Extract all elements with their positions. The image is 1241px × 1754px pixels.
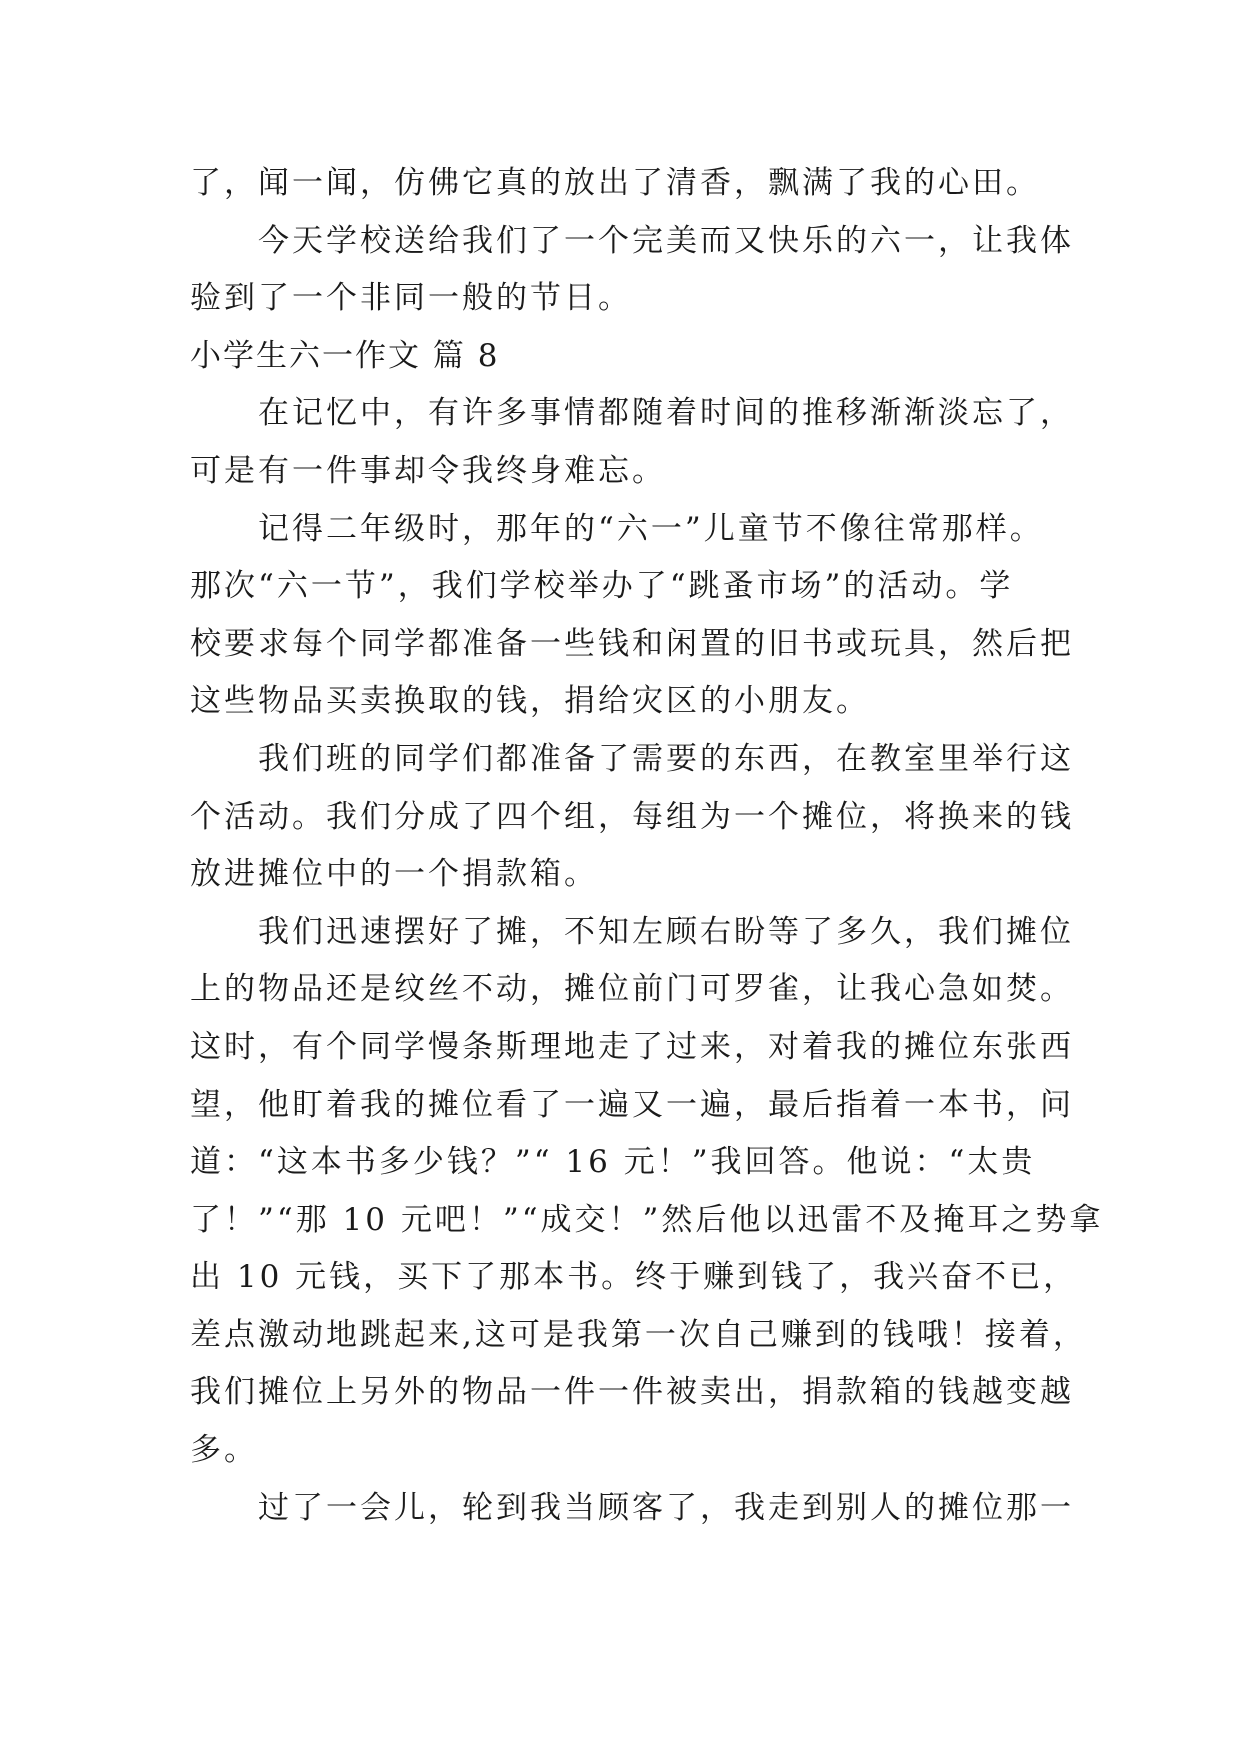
text-line: 校要求每个同学都准备一些钱和闲置的旧书或玩具，然后把: [190, 625, 1074, 662]
text-line: 道：“这本书多少钱？”“ 16 元！”我回答。他说：“太贵: [190, 1144, 1036, 1181]
document-body: [190, 155, 1104, 1537]
text-line: 了！”“那 10 元吧！”“成交！”然后他以迅雷不及掩耳之势拿: [190, 1201, 1104, 1238]
paragraph-first-line: 我们班的同学们都准备了需要的东西，在教室里举行这: [258, 740, 1074, 777]
text-line: 可是有一件事却令我终身难忘。: [190, 452, 666, 489]
paragraph-first-line: 我们迅速摆好了摊，不知左顾右盼等了多久，我们摊位: [258, 913, 1074, 950]
text-line: 我们摊位上另外的物品一件一件被卖出，捐款箱的钱越变越: [190, 1374, 1074, 1411]
text-line: 这些物品买卖换取的钱，捐给灾区的小朋友。: [190, 683, 870, 720]
text-line: 望，他盯着我的摊位看了一遍又一遍，最后指着一本书，问: [190, 1086, 1074, 1123]
text-line: 这时，有个同学慢条斯理地走了过来，对着我的摊位东张西: [190, 1028, 1074, 1065]
paragraph-first-line: 今天学校送给我们了一个完美而又快乐的六一，让我体: [258, 222, 1074, 259]
text-line: 上的物品还是纹丝不动，摊位前门可罗雀，让我心急如焚。: [190, 971, 1074, 1008]
text-line: 了，闻一闻，仿佛它真的放出了清香，飘满了我的心田。: [190, 165, 1040, 201]
paragraph-first-line: 记得二年级时，那年的“六一”儿童节不像往常那样。: [258, 510, 1044, 547]
text-line: 验到了一个非同一般的节日。: [190, 280, 632, 317]
section-heading: 小学生六一作文 篇 8: [190, 337, 500, 374]
text-line: 放进摊位中的一个捐款箱。: [190, 856, 598, 893]
paragraph-first-line: 在记忆中，有许多事情都随着时间的推移渐渐淡忘了，: [258, 395, 1074, 432]
text-line: 出 10 元钱，买下了那本书。终于赚到钱了，我兴奋不已，: [190, 1259, 1078, 1296]
paragraph-first-line: 过了一会儿，轮到我当顾客了，我走到别人的摊位那一: [258, 1489, 1074, 1526]
text-line: 个活动。我们分成了四个组，每组为一个摊位，将换来的钱: [190, 798, 1074, 835]
text-line: 那次“六一节”，我们学校举办了“跳蚤市场”的活动。学: [190, 568, 1014, 605]
text-line: 差点激动地跳起来,这可是我第一次自己赚到的钱哦！接着，: [190, 1316, 1087, 1353]
text-line: 多。: [190, 1432, 258, 1469]
